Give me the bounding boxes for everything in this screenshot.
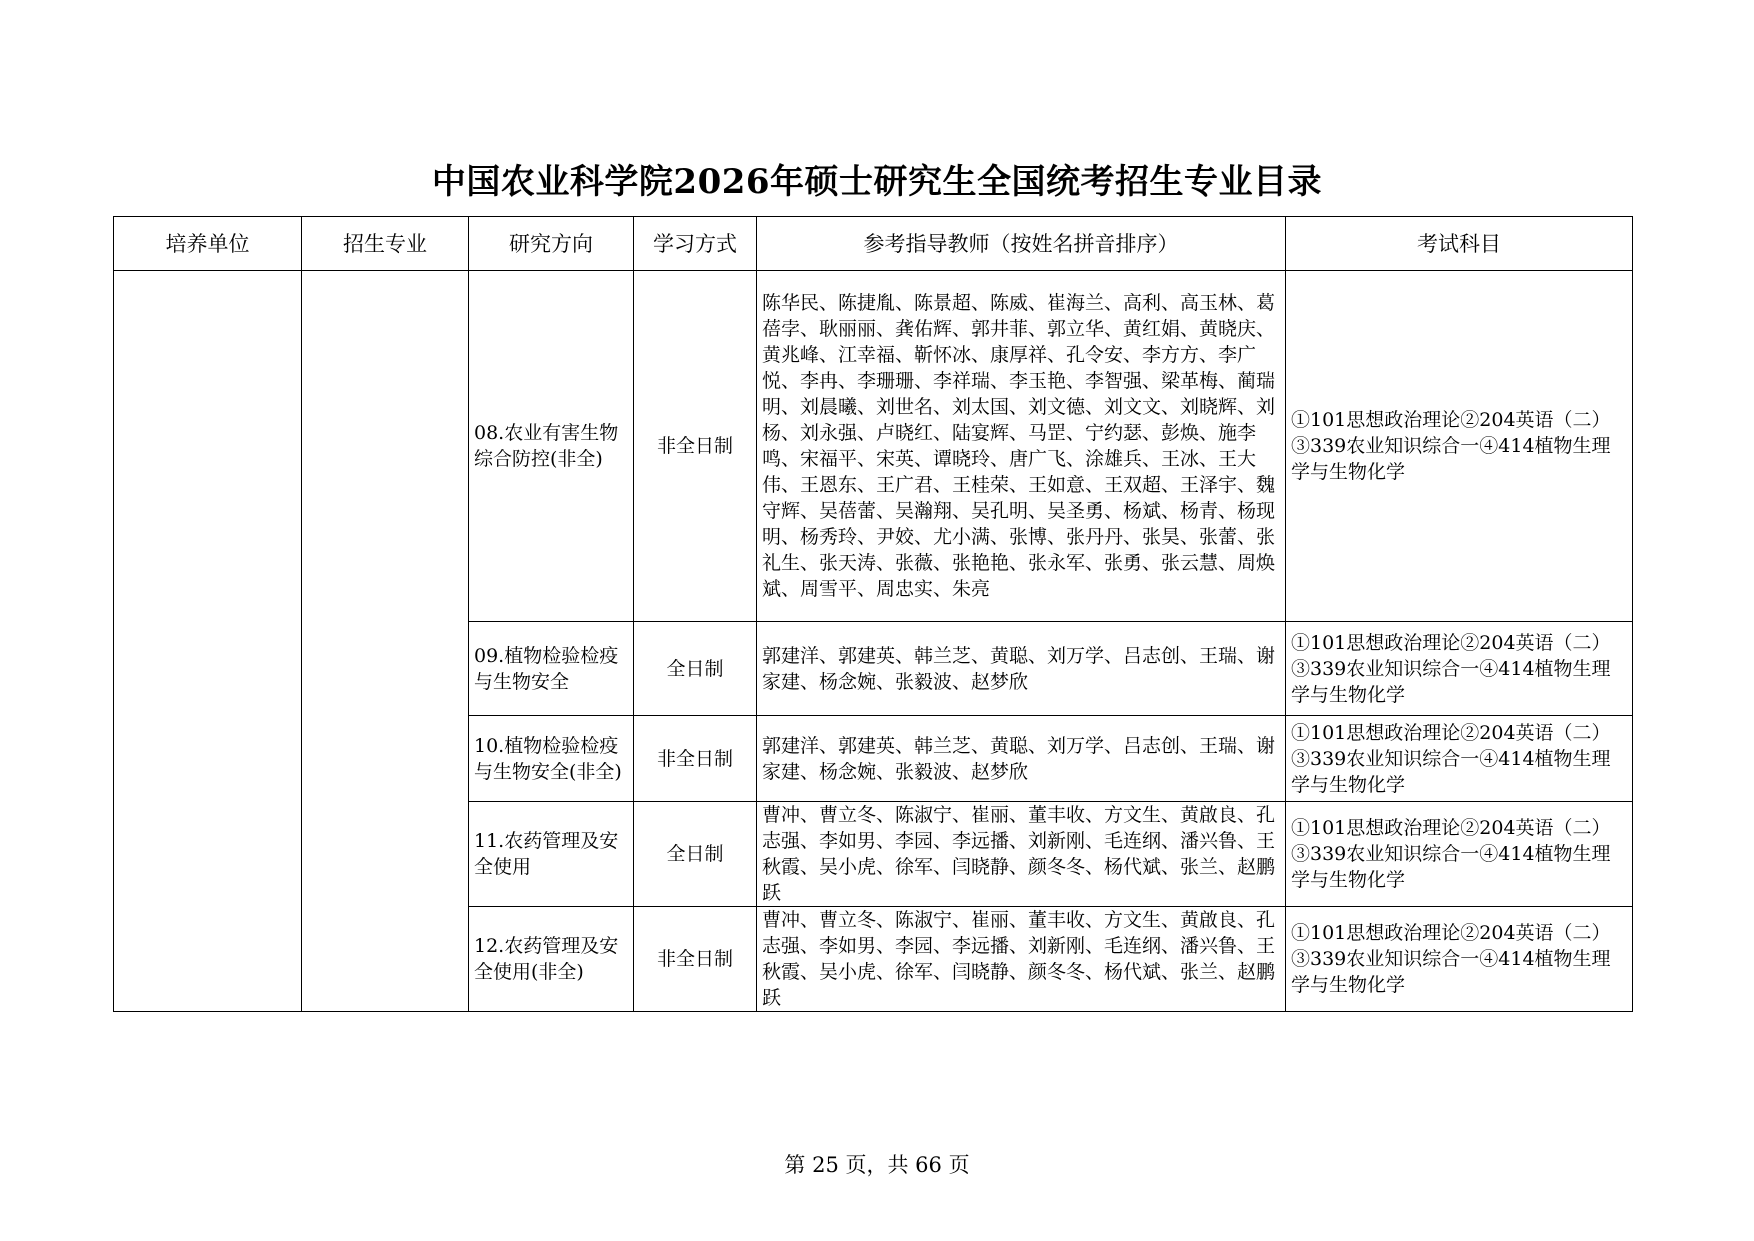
unit-cell	[114, 271, 302, 1012]
header-direction: 研究方向	[469, 217, 634, 271]
header-unit: 培养单位	[114, 217, 302, 271]
direction-cell: 12.农药管理及安全使用(非全)	[469, 907, 634, 1012]
mode-cell: 非全日制	[634, 716, 757, 802]
teachers-cell: 郭建洋、郭建英、韩兰芝、黄聪、刘万学、吕志创、王瑞、谢家建、杨念婉、张毅波、赵梦欣	[757, 716, 1286, 802]
teachers-cell: 曹冲、曹立冬、陈淑宁、崔丽、董丰收、方文生、黄啟良、孔志强、李如男、李园、李远播、刘新刚、毛连纲、潘兴鲁、王秋霞、吴小虎、徐军、闫晓静、颜冬冬、杨代斌、张兰、赵鹏跃	[757, 802, 1286, 907]
teachers-cell: 陈华民、陈捷胤、陈景超、陈威、崔海兰、高利、高玉林、葛蓓孛、耿丽丽、龚佑辉、郭井菲、郭立华、黄红娟、黄晓庆、黄兆峰、江幸福、靳怀冰、康厚祥、孔令安、李方方、李广悦、李冉、李珊珊、李祥瑞、李玉艳、李智强、梁革梅、蔺瑞明、刘晨曦、刘世名、刘太国、刘文德、刘文文、刘晓辉、刘杨、刘永强、卢晓红、陆宴辉、马罡、宁约瑟、彭焕、施李鸣、宋福平、宋英、谭晓玲、唐广飞、涂雄兵、王冰、王大伟、王恩东、王广君、王桂荣、王如意、王双超、王泽宇、魏守辉、吴蓓蕾、吴瀚翔、吴孔明、吴圣勇、杨斌、杨青、杨现明、杨秀玲、尹姣、尤小满、张博、张丹丹、张昊、张蕾、张礼生、张天涛、张薇、张艳艳、张永军、张勇、张云慧、周焕斌、周雪平、周忠实、朱亮	[757, 271, 1286, 622]
mode-cell: 全日制	[634, 622, 757, 716]
direction-cell: 11.农药管理及安全使用	[469, 802, 634, 907]
header-major: 招生专业	[302, 217, 469, 271]
direction-cell: 08.农业有害生物综合防控(非全)	[469, 271, 634, 622]
subjects-cell: ①101思想政治理论②204英语（二）③339农业知识综合一④414植物生理学与生物化学	[1286, 907, 1633, 1012]
subjects-cell: ①101思想政治理论②204英语（二）③339农业知识综合一④414植物生理学与生物化学	[1286, 716, 1633, 802]
teachers-cell: 郭建洋、郭建英、韩兰芝、黄聪、刘万学、吕志创、王瑞、谢家建、杨念婉、张毅波、赵梦欣	[757, 622, 1286, 716]
header-mode: 学习方式	[634, 217, 757, 271]
header-subjects: 考试科目	[1286, 217, 1633, 271]
mode-cell: 全日制	[634, 802, 757, 907]
page-title: 中国农业科学院2026年硕士研究生全国统考招生专业目录	[431, 162, 1323, 202]
catalog-table	[113, 216, 1633, 1012]
major-cell	[302, 271, 469, 1012]
mode-cell: 非全日制	[634, 907, 757, 1012]
direction-cell: 10.植物检验检疫与生物安全(非全)	[469, 716, 634, 802]
subjects-cell: ①101思想政治理论②204英语（二）③339农业知识综合一④414植物生理学与生物化学	[1286, 802, 1633, 907]
teachers-cell: 曹冲、曹立冬、陈淑宁、崔丽、董丰收、方文生、黄啟良、孔志强、李如男、李园、李远播、刘新刚、毛连纲、潘兴鲁、王秋霞、吴小虎、徐军、闫晓静、颜冬冬、杨代斌、张兰、赵鹏跃	[757, 907, 1286, 1012]
page-number: 第 25 页，共 66 页	[784, 1153, 970, 1177]
subjects-cell: ①101思想政治理论②204英语（二）③339农业知识综合一④414植物生理学与生物化学	[1286, 271, 1633, 622]
subjects-cell: ①101思想政治理论②204英语（二）③339农业知识综合一④414植物生理学与生物化学	[1286, 622, 1633, 716]
table-row	[114, 271, 1633, 622]
direction-cell: 09.植物检验检疫与生物安全	[469, 622, 634, 716]
mode-cell: 非全日制	[634, 271, 757, 622]
header-teachers: 参考指导教师（按姓名拼音排序）	[757, 217, 1286, 271]
table-header-row	[114, 217, 1633, 271]
